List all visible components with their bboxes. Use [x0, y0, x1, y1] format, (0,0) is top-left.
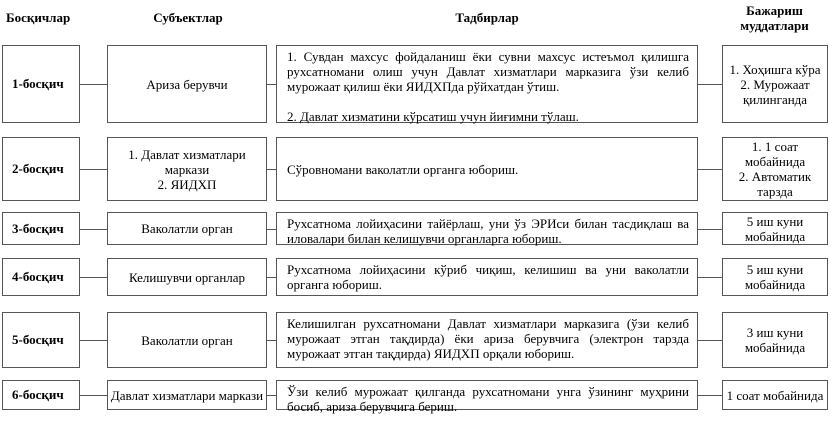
action-box-2 [276, 137, 698, 201]
subject-box-1 [107, 45, 267, 123]
subject-label: Ариза берувчи [146, 76, 228, 92]
subject-label: 1. Давлат хизматлари маркази 2. ЯИДХП [128, 146, 246, 192]
action-box-3 [276, 212, 698, 245]
deadline-text: 1. 1 соат мобайнида 2. Автоматик тарзда [738, 139, 812, 199]
deadline-box-4 [722, 258, 828, 296]
subject-label: Давлат хизматлари маркази [110, 387, 264, 403]
subject-label: Ваколатли орган [141, 332, 233, 348]
header-actions: Тадбирлар [455, 10, 519, 25]
subject-box-4 [107, 258, 267, 296]
deadline-box-2 [722, 137, 828, 201]
step-box-2 [2, 137, 80, 201]
subject-label: Ваколатли орган [141, 221, 233, 236]
deadline-text: 1. Хоҳишга кўра 2. Мурожаат қилинганда [729, 61, 821, 107]
action-text: 1. Сувдан махсус фойдаланиш ёки сувни махсус истеъмол қилишга рухсатномани олиш учун Давлат хизматлари марказига ўзи келиб мурожаат қилиш ёки ЯИДХПда рўйхатдан ўтиш. 2. Давлат хизматини кўрсатиш учун йиғимни тўлаш. [287, 49, 689, 124]
connector-line [80, 340, 107, 341]
connector-line [698, 84, 722, 85]
deadline-box-6 [722, 380, 828, 410]
subject-label: Келишувчи органлар [128, 269, 246, 285]
connector-line [80, 84, 107, 85]
deadline-text: 5 иш куни мобайнида [744, 213, 806, 244]
action-box-1 [276, 45, 698, 123]
connector-line [80, 277, 107, 278]
header-deadlines: Бажариш муддатлари [740, 3, 809, 33]
action-box-4 [276, 258, 698, 296]
action-text: Сўровномани ваколатли органга юбориш. [287, 161, 519, 177]
connector-line [267, 84, 276, 85]
connector-line [698, 229, 722, 230]
step-box-4 [2, 258, 80, 296]
connector-line [267, 277, 276, 278]
step-label: 1-босқич [12, 76, 64, 91]
deadline-box-5 [722, 312, 828, 368]
connector-line [267, 395, 276, 396]
step-box-1 [2, 45, 80, 123]
step-label: 4-босқич [12, 269, 64, 284]
action-text: Ўзи келиб мурожаат қилганда рухсатномани унга ўзининг муҳрини босиб, ариза берувчига бериш. [287, 384, 689, 414]
subject-box-6 [107, 380, 267, 410]
step-label: 5-босқич [12, 332, 64, 347]
connector-line [698, 277, 722, 278]
step-box-3 [2, 212, 80, 245]
subject-box-3 [107, 212, 267, 245]
connector-line [698, 169, 722, 170]
deadline-box-1 [722, 45, 828, 123]
subject-box-2 [107, 137, 267, 201]
connector-line [267, 169, 276, 170]
connector-line [267, 229, 276, 230]
connector-line [698, 395, 722, 396]
connector-line [698, 340, 722, 341]
connector-line [80, 169, 107, 170]
action-text: Рухсатнома лойиҳасини тайёрлаш, уни ўз ЭРИси билан тасдиқлаш ва иловалари билан келишувчи органларга юбориш. [287, 216, 689, 246]
deadline-box-3 [722, 212, 828, 245]
deadline-text: 5 иш куни мобайнида [744, 262, 806, 292]
connector-line [80, 395, 107, 396]
step-box-5 [2, 312, 80, 368]
connector-line [267, 340, 276, 341]
subject-box-5 [107, 312, 267, 368]
action-text: Рухсатнома лойиҳасини кўриб чиқиш, келишиш ва уни ваколатли органга юбориш. [287, 262, 689, 292]
deadline-text: 1 соат мобайнида [726, 387, 824, 403]
action-box-5 [276, 312, 698, 368]
header-subjects: Субъектлар [153, 10, 223, 25]
connector-line [80, 229, 107, 230]
deadline-text: 3 иш куни мобайнида [744, 325, 806, 355]
action-text: Келишилган рухсатномани Давлат хизматлари марказига (ўзи келиб мурожаат этган тақдирда) ёки ариза берувчига (электрон тарзда мурожаат этган тақдирда) ЯИДХП орқали юбориш. [287, 316, 689, 361]
step-label: 6-босқич [12, 387, 64, 402]
step-label: 3-босқич [12, 220, 64, 236]
step-box-6 [2, 380, 80, 410]
action-box-6 [276, 380, 698, 414]
header-steps: Босқичлар [6, 10, 71, 25]
step-label: 2-босқич [12, 161, 64, 176]
